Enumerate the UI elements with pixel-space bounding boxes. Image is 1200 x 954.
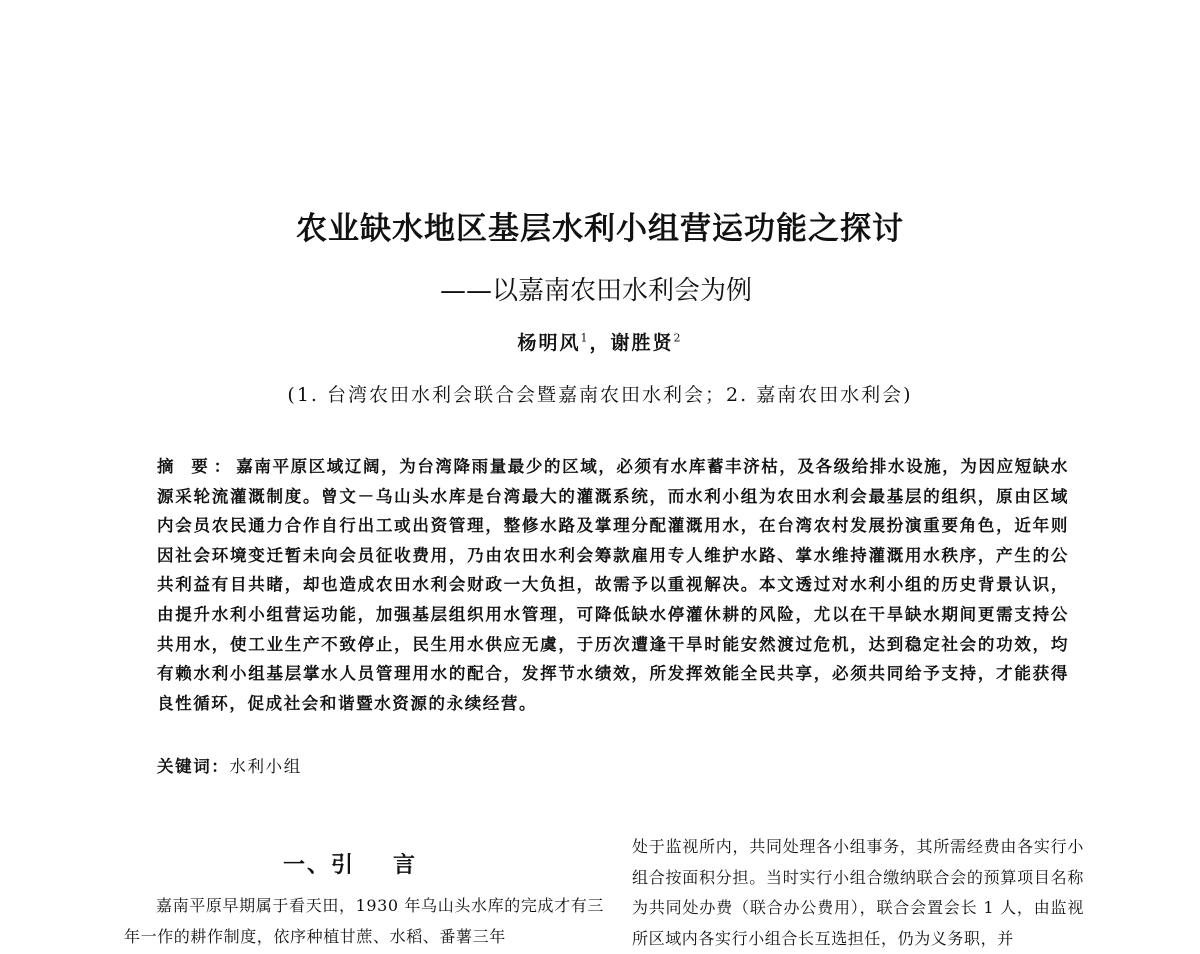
affiliation-line: (1. 台湾农田水利会联合会暨嘉南农田水利会；2. 嘉南农田水利会) (287, 384, 913, 406)
section-heading (283, 848, 417, 879)
paper-title: 农业缺水地区基层水利小组营运功能之探讨 (296, 211, 904, 247)
abstract-label: 摘 要： (157, 457, 237, 476)
affiliation-mark: 2 (673, 331, 683, 345)
author-name: 杨明风 (517, 332, 581, 354)
affiliation-mark: 1 (580, 331, 590, 345)
body-paragraph: 嘉南平原早期属于看天田，1930 年乌山头水库的完成才有三年一作的耕作制度，依序种植甘蔗、水稻、番薯三年 (124, 896, 604, 946)
abstract-block (157, 452, 1069, 718)
keywords-label: 关键词： (157, 757, 230, 776)
section-number: 一、引 (283, 853, 356, 878)
author-separator: ， (589, 332, 611, 354)
author-line (0, 328, 1200, 355)
keywords-line (157, 753, 302, 777)
keywords-text: 水利小组 (229, 757, 302, 776)
paper-subtitle: ——以嘉南农田水利会为例 (440, 276, 753, 306)
body-paragraph: 处于监视所内，共同处理各小组事务，其所需经费由各实行小组合按面积分担。当时实行小组合缴纳联合会的预算项目名称为共同处办费（联合办公费用），联合会置会长 1 人，由监视所区域内各实行小组合长互选担任，仍为义务职，并 (632, 837, 1084, 948)
author-name: 谢胜贤 (610, 332, 674, 354)
body-column-left (124, 890, 604, 952)
abstract-text: 嘉南平原区域辽阔，为台湾降雨量最少的区域，必须有水库蓄丰济枯，及各级给排水设施，为因应短缺水源采轮流灌溉制度。曾文－乌山头水库是台湾最大的灌溉系统，而水利小组为农田水利会最基层的组织，原由区域内会员农民通力合作自行出工或出资管理，整修水路及掌理分配灌溉用水，在台湾农村发展扮演重要角色，近年则因社会环境变迁暂未向会员征收费用，乃由农田水利会筹款雇用专人维护水路、掌水维持灌溉用水秩序，产生的公共利益有目共睹，却也造成农田水利会财政一大负担，故需予以重视解决。本文透过对水利小组的历史背景认识，由提升水利小组营运功能，加强基层组织用水管理，可降低缺水停灌休耕的风险，尤以在干旱缺水期间更需支持公共用水，使工业生产不致停止，民生用水供应无虞，于历次遭逢干旱时能安然渡过危机，达到稳定社会的功效，均有赖水利小组基层掌水人员管理用水的配合，发挥节水绩效，所发挥效能全民共享，必须共同给予支持，才能获得良性循环，促成社会和谐暨水资源的永续经营。 (157, 457, 1069, 713)
body-column-right (632, 832, 1084, 954)
section-title: 言 (393, 853, 418, 878)
